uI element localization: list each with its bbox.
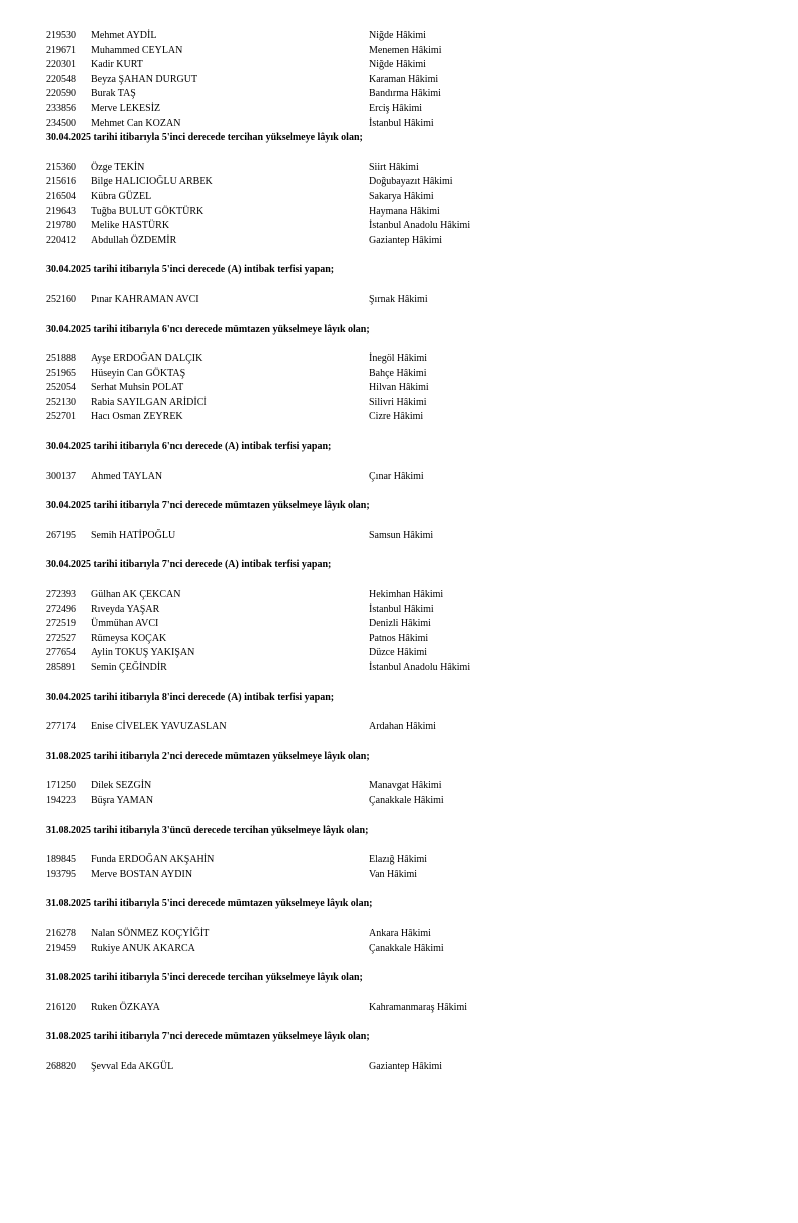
sicil-number: 300137 [46, 470, 76, 482]
list-item [0, 293, 798, 308]
list-item [0, 588, 798, 603]
list-item [0, 396, 798, 411]
person-name: Mehmet Can KOZAN [91, 117, 181, 129]
list-item [0, 603, 798, 618]
sicil-number: 277654 [46, 647, 76, 659]
court-name: İstanbul Anadolu Hâkimi [369, 220, 471, 232]
sicil-number: 272519 [46, 618, 76, 630]
court-name: Doğubayazıt Hâkimi [369, 176, 453, 188]
list-item [0, 117, 798, 132]
court-name: Silivri Hâkimi [369, 396, 427, 408]
list-item [0, 161, 798, 176]
person-name: Şevval Eda AKGÜL [91, 1060, 174, 1072]
section-heading: 31.08.2025 tarihi itibarıyla 7'nci derecede mümtazen yükselmeye lâyık olan; [46, 1031, 370, 1043]
list-item [0, 529, 798, 544]
sicil-number: 219671 [46, 44, 76, 56]
sicil-number: 216120 [46, 1001, 76, 1013]
person-name: Mehmet AYDİL [91, 30, 157, 41]
section-heading: 30.04.2025 tarihi itibarıyla 8'inci derecede (A) intibak terfisi yapan; [46, 691, 335, 703]
court-name: Çanakkale Hâkimi [369, 942, 444, 954]
court-name: Menemen Hâkimi [369, 44, 442, 56]
court-name: Samsun Hâkimi [369, 529, 434, 541]
list-item [0, 29, 798, 44]
sicil-number: 219643 [46, 205, 76, 217]
sicil-number: 194223 [46, 794, 76, 806]
list-item [0, 779, 798, 794]
sicil-number: 220548 [46, 73, 76, 85]
person-name: Rabia SAYILGAN ARİDİCİ [91, 396, 207, 408]
list-item [0, 853, 798, 868]
court-name: Çanakkale Hâkimi [369, 794, 444, 806]
court-name: Hekimhan Hâkimi [369, 589, 444, 601]
court-name: Elazığ Hâkimi [369, 854, 428, 866]
person-name: Merve BOSTAN AYDIN [91, 868, 193, 880]
sicil-number: 251965 [46, 367, 76, 379]
sicil-number: 219459 [46, 942, 76, 954]
person-name: Ayşe ERDOĞAN DALÇIK [91, 353, 203, 365]
list-item [0, 352, 798, 367]
section-list [0, 720, 798, 735]
sicil-number: 252701 [46, 411, 76, 423]
list-item [0, 646, 798, 661]
sections-container [0, 131, 798, 1074]
list-item [0, 175, 798, 190]
sicil-number: 171250 [46, 780, 76, 792]
section-heading: 30.04.2025 tarihi itibarıyla 7'nci derecede (A) intibak terfisi yapan; [46, 559, 332, 571]
court-name: Gaziantep Hâkimi [369, 1060, 443, 1072]
sicil-number: 272527 [46, 632, 76, 644]
court-name: İnegöl Hâkimi [369, 353, 428, 365]
initial-list [0, 29, 798, 131]
person-name: Dilek SEZGİN [91, 780, 152, 792]
court-name: Sakarya Hâkimi [369, 190, 434, 202]
person-name: Beyza ŞAHAN DURGUT [91, 73, 198, 85]
list-item [0, 73, 798, 88]
list-item [0, 381, 798, 396]
person-name: Özge TEKİN [91, 161, 145, 173]
person-name: Büşra YAMAN [91, 794, 154, 806]
sicil-number: 215616 [46, 176, 76, 188]
person-name: Burak TAŞ [91, 88, 136, 100]
person-name: Semin ÇEĞİNDİR [91, 662, 167, 673]
sicil-number: 234500 [46, 117, 76, 129]
sicil-number: 277174 [46, 721, 76, 733]
list-item [0, 1060, 798, 1075]
document-page [0, 29, 798, 1075]
person-name: Serhat Muhsin POLAT [91, 382, 184, 394]
person-name: Hacı Osman ZEYREK [91, 411, 183, 423]
court-name: Cizre Hâkimi [369, 411, 424, 423]
section-heading: 30.04.2025 tarihi itibarıyla 7'nci derecede mümtazen yükselmeye lâyık olan; [46, 500, 370, 512]
person-name: Nalan SÖNMEZ KOÇYİĞİT [91, 927, 210, 939]
sicil-number: 272496 [46, 603, 76, 615]
list-item [0, 942, 798, 957]
person-name: Kadir KURT [91, 59, 143, 71]
court-name: Van Hâkimi [369, 868, 418, 880]
court-name: Manavgat Hâkimi [369, 780, 442, 792]
person-name: Semih HATİPOĞLU [91, 529, 176, 541]
list-item [0, 661, 798, 676]
section-list [0, 779, 798, 808]
list-item [0, 219, 798, 234]
section-list [0, 161, 798, 249]
court-name: Ankara Hâkimi [369, 927, 431, 939]
court-name: İstanbul Hâkimi [369, 603, 434, 615]
section-heading: 31.08.2025 tarihi itibarıyla 5'inci derecede tercihan yükselmeye lâyık olan; [46, 972, 363, 984]
list-item [0, 1001, 798, 1016]
list-item [0, 868, 798, 883]
section-heading: 31.08.2025 tarihi itibarıyla 5'inci derecede mümtazen yükselmeye lâyık olan; [46, 898, 373, 910]
sicil-number: 268820 [46, 1060, 76, 1072]
sicil-number: 193795 [46, 868, 76, 880]
court-name: Ardahan Hâkimi [369, 721, 436, 733]
section-heading: 30.04.2025 tarihi itibarıyla 6'ncı derecede mümtazen yükselmeye lâyık olan; [46, 323, 370, 335]
person-name: Enise CİVELEK YAVUZASLAN [91, 721, 227, 733]
court-name: Bandırma Hâkimi [369, 88, 441, 100]
person-name: Ahmed TAYLAN [91, 470, 163, 482]
list-item [0, 927, 798, 942]
person-name: Kübra GÜZEL [91, 190, 152, 202]
sicil-number: 251888 [46, 353, 76, 365]
court-name: Haymana Hâkimi [369, 205, 440, 217]
sicil-number: 220412 [46, 234, 76, 246]
list-item [0, 410, 798, 425]
section-list [0, 352, 798, 425]
section-list [0, 470, 798, 485]
sicil-number: 272393 [46, 589, 76, 601]
list-item [0, 190, 798, 205]
list-item [0, 87, 798, 102]
court-name: Niğde Hâkimi [369, 59, 426, 71]
list-item [0, 234, 798, 249]
section-heading: 31.08.2025 tarihi itibarıyla 2'nci derecede mümtazen yükselmeye lâyık olan; [46, 750, 370, 762]
person-name: Muhammed CEYLAN [91, 44, 183, 56]
section-list [0, 529, 798, 544]
sicil-number: 252160 [46, 293, 76, 305]
person-name: Ruken ÖZKAYA [91, 1001, 160, 1013]
person-name: Hüseyin Can GÖKTAŞ [91, 367, 186, 379]
sicil-number: 285891 [46, 662, 76, 673]
section-list [0, 1060, 798, 1075]
sicil-number: 219530 [46, 30, 76, 41]
sicil-number: 252054 [46, 382, 76, 394]
person-name: Abdullah ÖZDEMİR [91, 234, 177, 246]
section-list [0, 853, 798, 882]
sicil-number: 219780 [46, 220, 76, 232]
list-item [0, 632, 798, 647]
section-list [0, 588, 798, 676]
court-name: Patnos Hâkimi [369, 632, 429, 644]
section-list [0, 927, 798, 956]
person-name: Rukiye ANUK AKARCA [91, 942, 195, 954]
court-name: İstanbul Hâkimi [369, 117, 434, 129]
court-name: Gaziantep Hâkimi [369, 234, 443, 246]
court-name: Denizli Hâkimi [369, 618, 431, 630]
section-heading: 30.04.2025 tarihi itibarıyla 6'ncı derecede (A) intibak terfisi yapan; [46, 441, 332, 453]
court-name: Erciş Hâkimi [369, 102, 423, 114]
section-heading: 30.04.2025 tarihi itibarıyla 5'inci derecede tercihan yükselmeye lâyık olan; [46, 132, 363, 144]
court-name: Şırnak Hâkimi [369, 293, 428, 305]
sicil-number: 215360 [46, 161, 76, 173]
court-name: Niğde Hâkimi [369, 30, 426, 41]
court-name: Kahramanmaraş Hâkimi [369, 1001, 468, 1013]
list-item [0, 58, 798, 73]
person-name: Ümmühan AVCI [91, 618, 159, 630]
court-name: Düzce Hâkimi [369, 647, 428, 659]
court-name: İstanbul Anadolu Hâkimi [369, 662, 471, 673]
person-name: Aylin TOKUŞ YAKIŞAN [91, 647, 195, 659]
section-heading: 30.04.2025 tarihi itibarıyla 5'inci derecede (A) intibak terfisi yapan; [46, 264, 335, 276]
sicil-number: 220590 [46, 88, 76, 100]
court-name: Siirt Hâkimi [369, 161, 419, 173]
list-item [0, 617, 798, 632]
person-name: Funda ERDOĞAN AKŞAHİN [91, 854, 215, 866]
list-item [0, 44, 798, 59]
person-name: Tuğba BULUT GÖKTÜRK [91, 205, 204, 217]
person-name: Rıveyda YAŞAR [91, 603, 160, 615]
sicil-number: 252130 [46, 396, 76, 408]
court-name: Çınar Hâkimi [369, 470, 424, 482]
list-item [0, 205, 798, 220]
court-name: Hilvan Hâkimi [369, 382, 429, 394]
person-name: Merve LEKESİZ [91, 102, 161, 114]
sicil-number: 216278 [46, 927, 76, 939]
sicil-number: 220301 [46, 59, 76, 71]
court-name: Karaman Hâkimi [369, 73, 439, 85]
sicil-number: 233856 [46, 102, 76, 114]
person-name: Pınar KAHRAMAN AVCI [91, 293, 199, 305]
section-heading: 31.08.2025 tarihi itibarıyla 3'üncü derecede tercihan yükselmeye lâyık olan; [46, 824, 369, 836]
sicil-number: 189845 [46, 854, 76, 866]
section-list [0, 1001, 798, 1016]
section-list [0, 293, 798, 308]
list-item [0, 367, 798, 382]
list-item [0, 794, 798, 809]
person-name: Gülhan AK ÇEKCAN [91, 589, 181, 601]
person-name: Rümeysa KOÇAK [91, 632, 167, 644]
list-item [0, 720, 798, 735]
person-name: Melike HASTÜRK [91, 220, 170, 232]
sicil-number: 216504 [46, 190, 76, 202]
list-item [0, 102, 798, 117]
person-name: Bilge HALICIOĞLU ARBEK [91, 176, 213, 188]
list-item [0, 470, 798, 485]
court-name: Bahçe Hâkimi [369, 367, 427, 379]
sicil-number: 267195 [46, 529, 76, 541]
